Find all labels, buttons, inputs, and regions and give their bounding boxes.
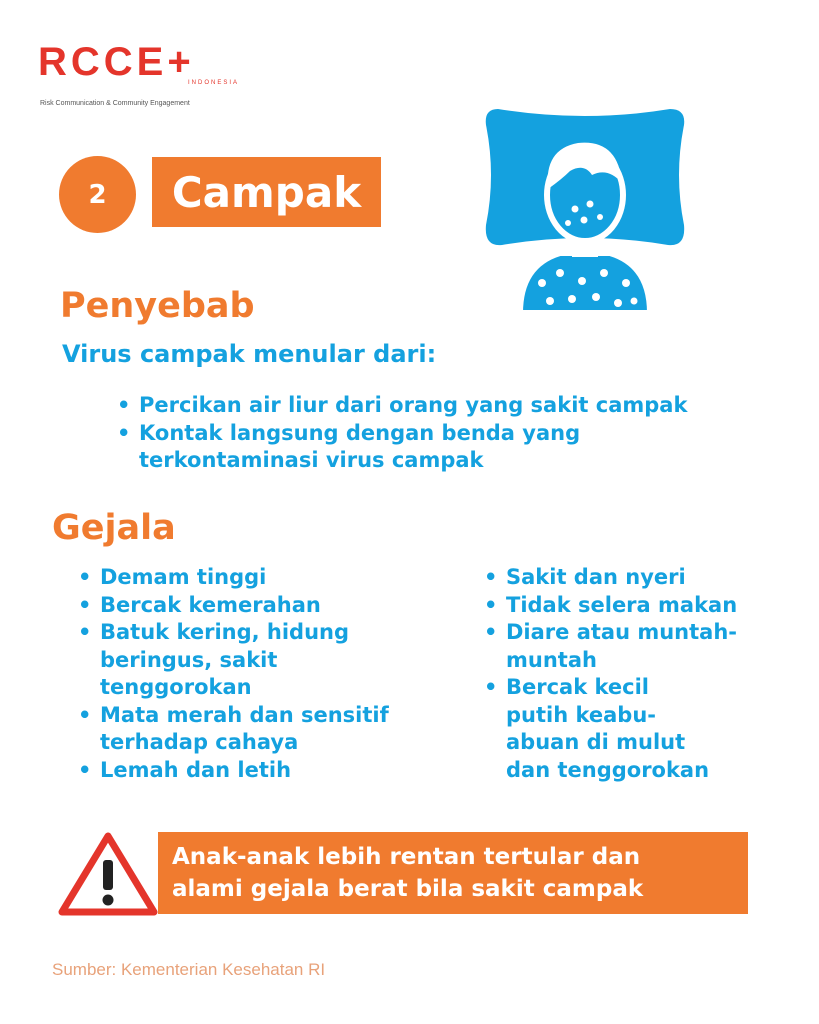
rcce-logo <box>38 38 238 114</box>
list-item: • Sakit dan nyeri <box>482 564 762 592</box>
gejala-heading: Gejala <box>52 508 176 548</box>
logo-name: RCCE+ <box>38 40 195 84</box>
list-item: • Lemah dan letih <box>76 757 406 785</box>
list-item: • Bercak kecil putih keabu-abuan di mulut dan tenggorokan <box>482 674 716 784</box>
logo-tagline: Risk Communication & Community Engagement <box>40 100 190 107</box>
list-item: • Bercak kemerahan <box>76 592 406 620</box>
topic-number-badge: 2 <box>59 156 136 233</box>
list-item: • Tidak selera makan <box>482 592 762 620</box>
warning-banner <box>158 832 748 914</box>
warning-triangle-icon <box>58 832 158 916</box>
list-item: • Mata merah dan sensitif terhadap cahaya <box>76 702 406 757</box>
list-item: • Percikan air liur dari orang yang sakit campak <box>115 392 715 420</box>
gejala-list-right <box>482 564 762 784</box>
sick-child-on-pillow-icon <box>480 105 690 320</box>
list-item: • Batuk kering, hidung beringus, sakit tenggorokan <box>76 619 360 702</box>
list-item: • Kontak langsung dengan benda yang terkontaminasi virus campak <box>115 420 609 475</box>
source-credit: Sumber: Kementerian Kesehatan RI <box>52 960 326 979</box>
list-item: • Diare atau muntah-muntah <box>482 619 746 674</box>
warning-line-1: Anak-anak lebih rentan tertular dan <box>172 844 641 870</box>
gejala-list-left <box>76 564 406 784</box>
logo-country: INDONESIA <box>188 80 240 86</box>
warning-line-2: alami gejala berat bila sakit campak <box>172 876 644 902</box>
penyebab-intro: Virus campak menular dari: <box>62 340 437 368</box>
topic-title: Campak <box>152 157 381 227</box>
penyebab-list <box>115 392 715 475</box>
penyebab-heading: Penyebab <box>60 286 255 326</box>
list-item: • Demam tinggi <box>76 564 406 592</box>
